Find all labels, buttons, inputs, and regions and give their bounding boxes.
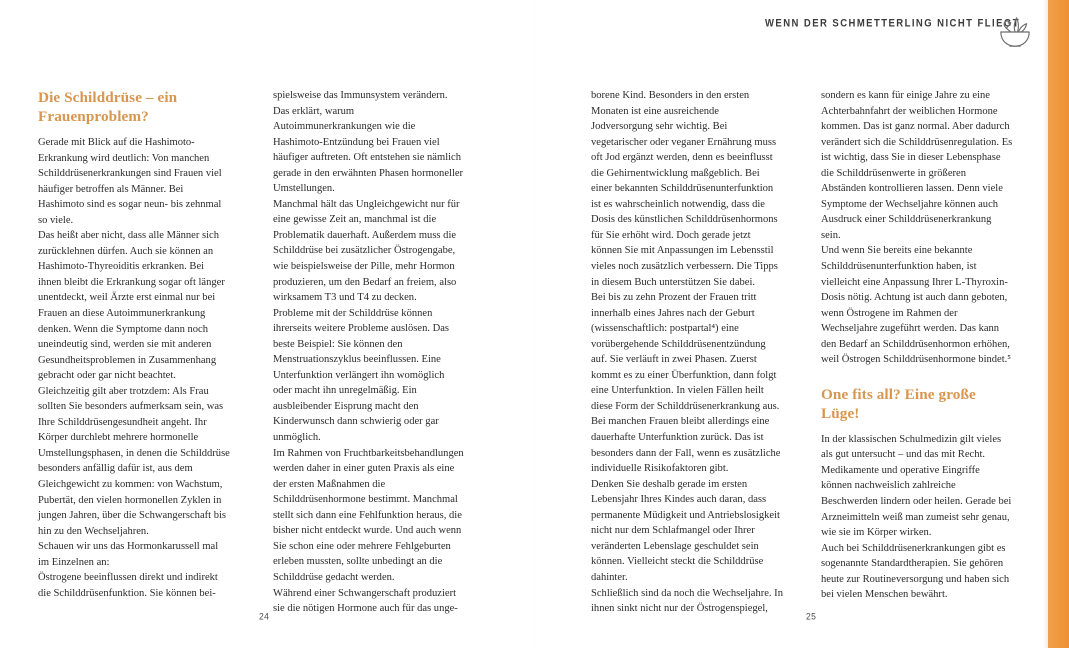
running-head: WENN DER SCHMETTERLING NICHT FLIEGT	[765, 17, 1020, 30]
paragraph: Bei bis zu zehn Prozent der Frauen tritt innerhalb eines Jahres nach der Geburt (wissenschaftlich: postpartal⁴) eine vorübergehende Schilddrüsenentzündung auf. Sie verläuft in zwei Phasen. Zuerst kommt es zu einer Überfunktion, dann folgt eine Unterfunktion. In vielen Fällen heilt diese Form der Schilddrüsenerkrankung aus. Bei manchen Frauen bleibt allerdings eine dauerhafte Unterfunktion zurück. Das ist besonders dann der Fall, wenn es zusätzliche individuelle Risikofaktoren gibt.	[591, 292, 781, 475]
paragraph: Schließlich sind da noch die Wechseljahre. In ihnen sinkt nicht nur der Östrogenspiegel,	[591, 587, 783, 615]
paragraph: sondern es kann für einige Jahre zu eine Achterbahnfahrt der weiblichen Hormone kommen. Das ist ganz normal. Aber dadurch verändert sich die Schilddrüsenregulation. Es ist wichtig, dass Sie in dieser Lebensphase die Schilddrüsenwerte in größeren Abständen kontrollieren lassen. Denn viele Symptome der Wechseljahre können auch Ausdruck einer Schilddrüsenerkrankung sein.	[821, 90, 1013, 241]
page-gutter	[534, 0, 536, 648]
paragraph: Probleme mit der Schilddrüse können ihrerseits weitere Probleme auslösen. Das beste Beispiel: Sie können den Menstruationszyklus beeinflussen. Eine Unterfunktion verlängert ihn womöglich oder macht ihn unregelmäßig. Ein ausbleibender Eisprung macht den Kinderwunsch dann schwierig oder gar unmöglich.	[273, 307, 450, 444]
section-title-one-fits-all: One fits all? Eine große Lüge!	[821, 385, 976, 422]
paragraph: spielsweise das Immunsystem verändern. Das erklärt, warum Autoimmunerkrankungen wie die Hashimoto-Entzündung bei Frauen viel häufiger auftreten. Oft entstehen sie nämlich gerade in den erwähnten Phasen hormoneller Umstellungen.	[273, 90, 464, 195]
page-number-right: 25	[806, 610, 817, 622]
paragraph: Gleichzeitig gilt aber trotzdem: Als Frau sollten Sie besonders aufmerksam sein, was Ihre Schilddrüsengesundheit angeht. Ihr Körper durchlebt mehrere hormonelle Umstellungsphasen, in denen die Schilddrüse besonders anfällig dafür ist, aus dem Gleichgewicht zu kommen: von Wachstum, Pubertät, den vielen hormonellen Zyklen in jungen Jahren, über die Schwangerschaft bis hin zu den Wechseljahren.	[38, 385, 230, 537]
page-number-left: 24	[259, 610, 270, 622]
paragraph: borene Kind. Besonders in den ersten Monaten ist eine ausreichende Jodversorgung sehr wichtig. Bei vegetarischer oder veganer Ernährung muss oft Jod ergänzt werden, denn es beeinflusst die Gehirnentwicklung maßgeblich. Bei einer bekannten Schilddrüsenunterfunktion ist es wahrscheinlich notwendig, dass die Dosis des künstlichen Schilddrüsenhormons für Sie erhöht wird. Doch gerade jetzt können Sie mit Anpassungen im Lebensstil vieles noch zusätzlich verbessern. Die Tipps in diesem Buch unterstützen Sie dabei.	[591, 90, 778, 288]
page-title: Die Schilddrüse – ein Frauenproblem?	[38, 89, 178, 125]
paragraph: Auch bei Schilddrüsenerkrankungen gibt es sogenannte Standardtherapien. Sie gehören heute zur Routineversorgung und haben sich bei vielen Menschen bewährt.	[821, 542, 1010, 601]
paragraph: In der klassischen Schulmedizin gilt vieles als gut untersucht – und das mit Recht. Medikamente und operative Eingriffe können nachweislich zahlreiche Beschwerden lindern oder heilen. Gerade bei Arzneimitteln weiß man zumeist sehr genau, wie sie im Körper wirken.	[821, 433, 1012, 539]
paragraph: Östrogene beeinflussen direkt und indirekt die Schilddrüsenfunktion. Sie können bei-	[38, 572, 218, 599]
paragraph: Und wenn Sie bereits eine bekannte Schilddrüsenunterfunktion haben, ist vielleicht eine Anpassung Ihrer L-Thyroxin-Dosis nötig. Achtung ist auch dann geboten, wenn Östrogene im Rahmen der Wechseljahre zugeführt werden. Das kann den Bedarf an Schilddrüsenhormon erhöhen, weil Östrogen Schilddrüsenhormone bindet.⁵	[821, 245, 1011, 366]
paragraph: Gerade mit Blick auf die Hashimoto-Erkrankung wird deutlich: Von manchen Schilddrüsenerkrankungen sind Frauen viel häufiger betroffen als Männer. Bei Hashimoto sind es sogar neun- bis zehnmal so viele.	[38, 137, 222, 226]
mortar-and-pestle-icon	[995, 12, 1035, 52]
paragraph: Schauen wir uns das Hormonkarussell mal im Einzelnen an:	[38, 541, 219, 568]
paragraph: Manchmal hält das Ungleichgewicht nur für eine gewisse Zeit an, manchmal ist die Problematik dauerhaft. Außerdem muss die Schilddrüse bei zusätzlicher Östrogengabe, wie beispielsweise der Pille, mehr Hormon produzieren, um den Bedarf an freiem, also wirksamem T3 und T4 zu decken.	[273, 198, 460, 304]
text-column-2	[273, 88, 465, 617]
text-column-4	[821, 88, 1013, 603]
paragraph: Im Rahmen von Fruchtbarkeitsbehandlungen werden daher in einer guten Praxis als eine der ersten Maßnahmen die Schilddrüsenhormone bestimmt. Manchmal stellt sich dann eine Fehlfunktion heraus, die bisher nicht entdeckt wurde. Und auch wenn Sie schon eine oder mehrere Fehlgeburten erleben mussten, sollte unbedingt an die Schilddrüse gedacht werden.	[273, 447, 464, 583]
paragraph: Während einer Schwangerschaft produziert sie die nötigen Hormone auch für das unge-	[273, 587, 458, 615]
edge-band-orange	[1048, 0, 1069, 648]
text-column-3	[591, 88, 783, 617]
paragraph: Denken Sie deshalb gerade im ersten Lebensjahr Ihres Kindes auch daran, dass permanente Müdigkeit und Antriebslosigkeit nicht nur dem Schlafmangel oder Ihrer veränderten Lebenslage geschuldet sein können. Vielleicht steckt die Schilddrüse dahinter.	[591, 478, 780, 583]
text-column-1	[38, 88, 230, 601]
paragraph: Das heißt aber nicht, dass alle Männer sich zurücklehnen dürfen. Auch sie können an Hashimoto-Thyreoiditis erkranken. Bei ihnen bleibt die Erkrankung sogar oft länger unentdeckt, weil Ärzte erst einmal nur bei Frauen an diese Autoimmunerkrankung denken. Wenn die Symptome dann noch uneindeutig sind, werden sie mit anderen Gesundheitsproblemen in Zusammenhang gebracht oder gar nicht beachtet.	[38, 230, 225, 382]
